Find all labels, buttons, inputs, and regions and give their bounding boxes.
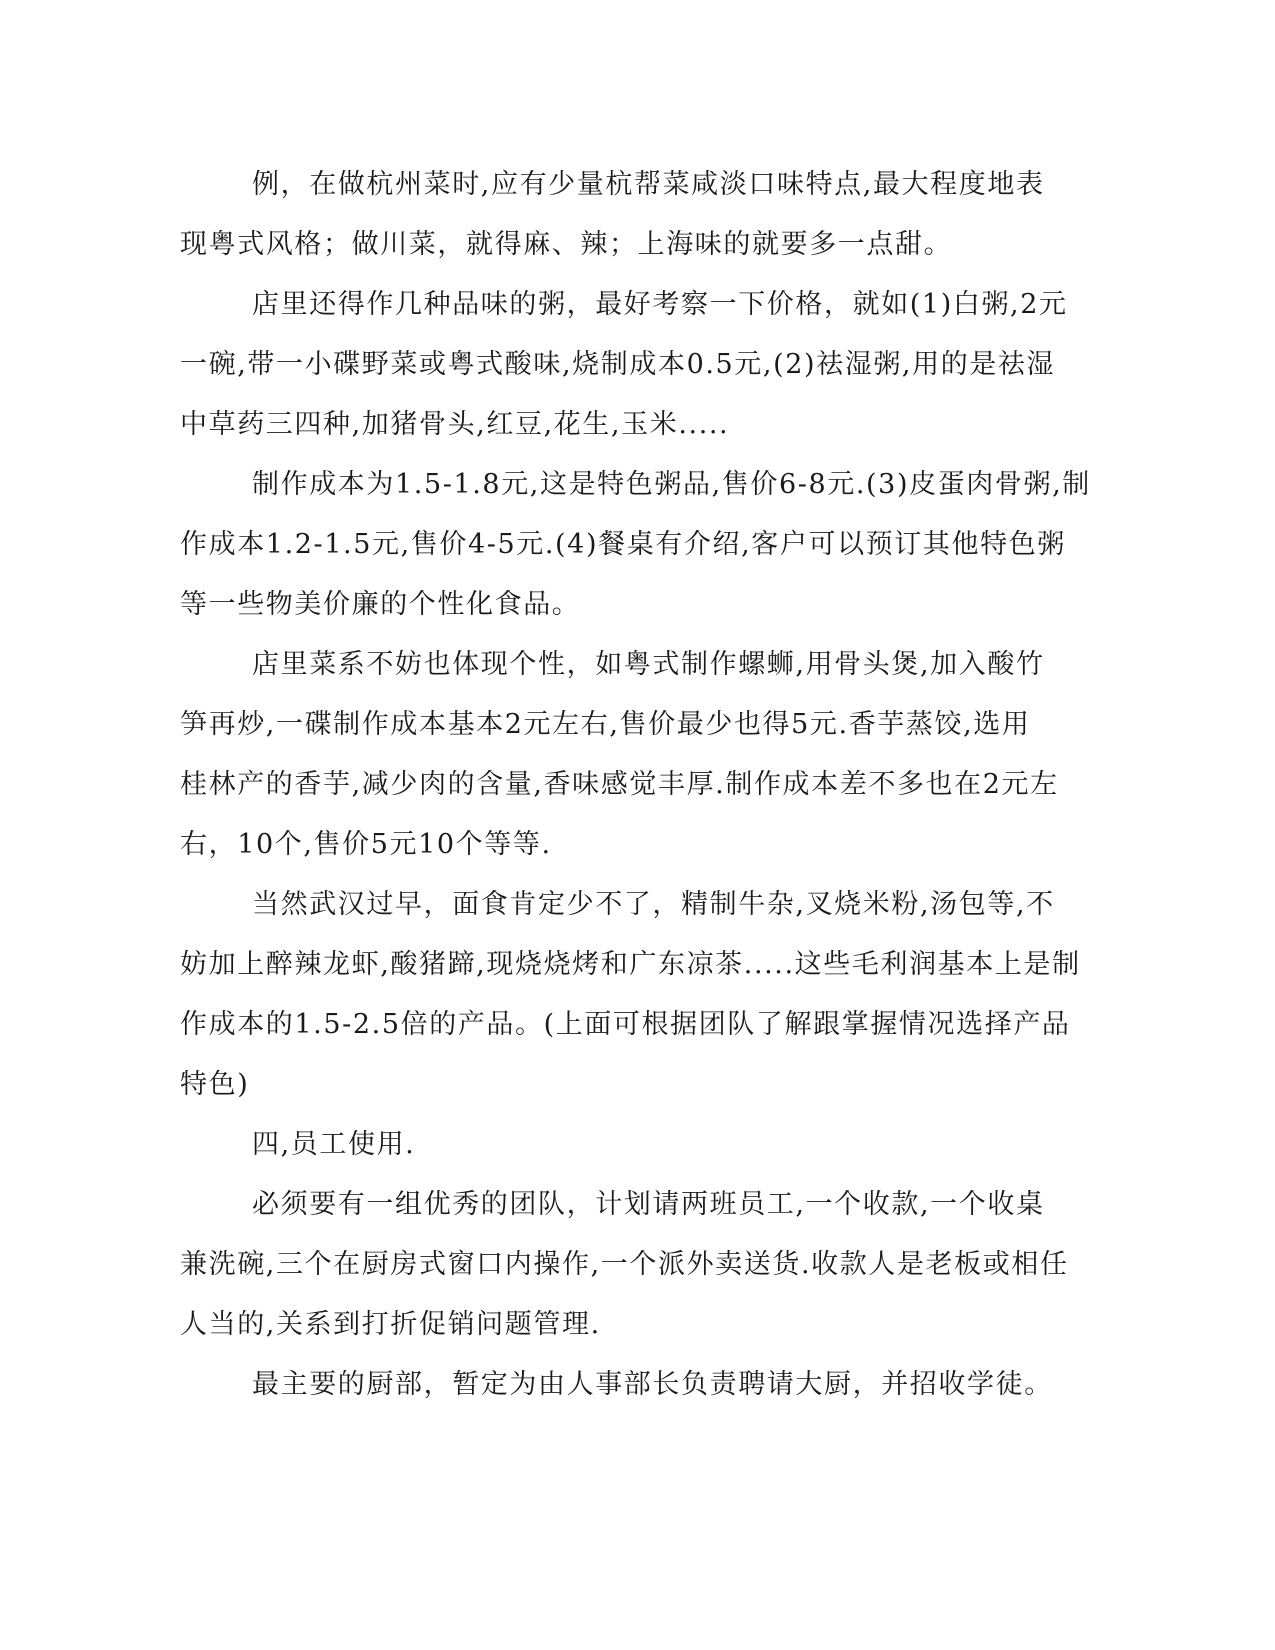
text-line: 兼洗碗,三个在厨房式窗口内操作,一个派外卖送货.收款人是老板或相任 xyxy=(180,1249,1069,1280)
section-heading: 四,员工使用. xyxy=(252,1129,416,1160)
text-line: 作成本1.2-1.5元,售价4-5元.(4)餐桌有介绍,客户可以预订其他特色粥 xyxy=(180,529,1066,560)
text-line: 一碗,带一小碟野菜或粤式酸味,烧制成本0.5元,(2)祛湿粥,用的是祛湿 xyxy=(180,349,1056,380)
text-line: 例，在做杭州菜时,应有少量杭帮菜咸淡口味特点,最大程度地表 xyxy=(252,169,1045,200)
text-line: 现粤式风格；做川菜，就得麻、辣；上海味的就要多一点甜。 xyxy=(180,229,953,260)
text-line: 等一些物美价廉的个性化食品。 xyxy=(180,589,581,620)
paragraph-start-line: 必须要有一组优秀的团队，计划请两班员工,一个收款,一个收桌 xyxy=(252,1189,1045,1220)
paragraph-start-line: 当然武汉过早，面食肯定少不了，精制牛杂,叉烧米粉,汤包等,不 xyxy=(252,889,1055,920)
paragraph-start-line: 最主要的厨部，暂定为由人事部长负责聘请大厨，并招收学徒。 xyxy=(252,1369,1053,1400)
paragraph-start-line: 店里还得作几种品味的粥，最好考察一下价格，就如(1)白粥,2元 xyxy=(252,289,1068,320)
paragraph-start-line: 制作成本为1.5-1.8元,这是特色粥品,售价6-8元.(3)皮蛋肉骨粥,制 xyxy=(252,469,1091,500)
text-line: 笋再炒,一碟制作成本基本2元左右,售价最少也得5元.香芋蒸饺,选用 xyxy=(180,709,1031,740)
text-line: 特色) xyxy=(180,1069,250,1100)
text-line: 右，10个,售价5元10个等等. xyxy=(180,829,552,860)
paragraph-start-line: 店里菜系不妨也体现个性，如粤式制作螺蛳,用骨头煲,加入酸竹 xyxy=(252,649,1045,680)
text-line: 作成本的1.5-2.5倍的产品。(上面可根据团队了解跟掌握情况选择产品 xyxy=(180,1009,1071,1040)
text-line: 中草药三四种,加猪骨头,红豆,花生,玉米..... xyxy=(180,409,730,440)
text-line: 人当的,关系到打折促销问题管理. xyxy=(180,1309,601,1340)
text-line: 桂林产的香芋,减少肉的含量,香味感觉丰厚.制作成本差不多也在2元左 xyxy=(180,769,1059,800)
text-line: 妨加上醉辣龙虾,酸猪蹄,现烧烧烤和广东凉茶.....这些毛利润基本上是制 xyxy=(180,949,1081,980)
body-text xyxy=(180,155,1091,1415)
